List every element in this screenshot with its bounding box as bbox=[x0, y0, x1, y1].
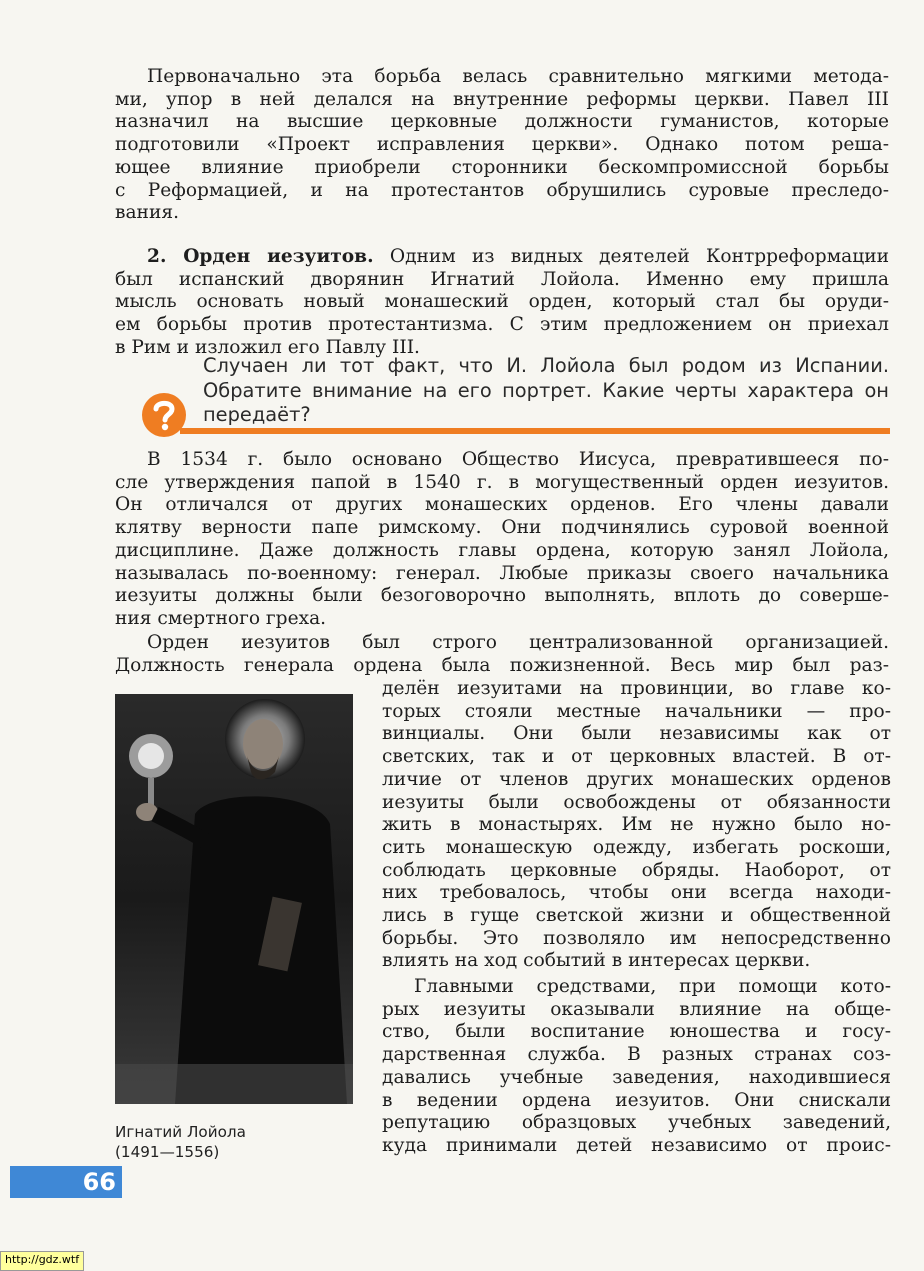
text-line: них требовалось, чтобы они всегда находи- bbox=[382, 882, 891, 904]
source-watermark: http://gdz.wtf bbox=[0, 1251, 84, 1271]
text-line bbox=[115, 246, 889, 269]
page-number: 66 bbox=[82, 1168, 116, 1196]
text-line: рых иезуиты оказывали влияние на обще- bbox=[382, 998, 891, 1020]
paragraph-provinces bbox=[382, 678, 891, 973]
paragraph-reformation-struggle bbox=[115, 66, 889, 225]
text-fragment: Одним из видных деятелей Контрреформации bbox=[373, 246, 889, 267]
paragraph-society-of-jesus bbox=[115, 449, 889, 631]
text-line: с Реформацией, и на протестантов обрушились суровые преследо- bbox=[115, 179, 889, 201]
caption-years: (1491—1556) bbox=[115, 1143, 220, 1161]
paragraph-centralized-organization bbox=[115, 632, 889, 677]
text-line: был испанский дворянин Игнатий Лойола. Именно ему пришла bbox=[115, 268, 889, 290]
question-underline bbox=[180, 428, 890, 434]
text-line: дисциплине. Даже должность главы ордена, которую занял Лойола, bbox=[115, 539, 889, 561]
section-heading: 2. Орден иезуитов. bbox=[147, 246, 374, 267]
text-line: называлась по-военному: генерал. Любые приказы своего начальника bbox=[115, 562, 889, 584]
text-line: личие от членов других монашеских орденов bbox=[382, 768, 891, 790]
text-line: ем борьбы против протестантизма. С этим предложением он приехал bbox=[115, 314, 889, 336]
text-line: куда принимали детей независимо от проис- bbox=[382, 1134, 891, 1156]
text-line: Орден иезуитов был строго централизованной организацией. bbox=[147, 632, 889, 653]
text-line: сле утверждения папой в 1540 г. в могущественный орден иезуитов. bbox=[115, 471, 889, 493]
text-line: соблюдать церковные обряды. Наоборот, от bbox=[382, 859, 891, 881]
text-line: Обратите внимание на его портрет. Какие черты характера он bbox=[203, 378, 889, 402]
text-line: вания. bbox=[115, 202, 179, 224]
text-line: передаёт? bbox=[203, 403, 311, 426]
text-line: дарственная служба. В разных странах соз- bbox=[382, 1044, 891, 1066]
text-line: Должность генерала ордена была пожизненной. Весь мир был раз- bbox=[115, 654, 889, 676]
portrait-ignatius-loyola bbox=[115, 694, 353, 1104]
text-line: В 1534 г. было основано Общество Иисуса, превратившееся по- bbox=[147, 449, 889, 470]
text-line: репутацию образцовых учебных заведений, bbox=[382, 1112, 891, 1134]
caption-name: Игнатий Лойола bbox=[115, 1123, 246, 1141]
text-line: давались учебные заведения, находившиеся bbox=[382, 1066, 891, 1088]
section-jesuit-order bbox=[115, 246, 889, 360]
text-line: влиять на ход событий в интересах церкви. bbox=[382, 950, 811, 972]
text-line: в ведении ордена иезуитов. Они снискали bbox=[382, 1089, 891, 1111]
text-line: лись в гуще светской жизни и общественной bbox=[382, 905, 891, 927]
text-line: ющее влияние приобрели сторонники бескомпромиссной борьбы bbox=[115, 156, 889, 178]
text-line: светских, так и от церковных властей. В от- bbox=[382, 746, 891, 768]
question-circle-icon bbox=[141, 392, 187, 438]
text-line: в Рим и изложил его Павлу III. bbox=[115, 336, 420, 358]
text-line: Главными средствами, при помощи кото- bbox=[414, 976, 891, 997]
text-line: делён иезуитами на провинции, во главе ко- bbox=[382, 678, 891, 699]
text-line: торых стояли местные начальники — про- bbox=[382, 700, 891, 722]
text-line: иезуиты были освобождены от обязанности bbox=[382, 791, 891, 813]
text-line: винциалы. Они были независимы как от bbox=[382, 723, 891, 745]
text-line: иезуиты должны были безоговорочно выполнять, вплоть до соверше- bbox=[115, 585, 889, 607]
paragraph-education-means bbox=[382, 976, 891, 1158]
text-line: подготовили «Проект исправления церкви». Однако потом реша- bbox=[115, 134, 889, 156]
text-line: борьбы. Это позволяло им непосредственно bbox=[382, 927, 891, 949]
text-line: клятву верности папе римскому. Они подчинялись суровой военной bbox=[115, 517, 889, 539]
question-text bbox=[203, 354, 889, 428]
text-line: ми, упор в ней делался на внутренние реформы церкви. Павел III bbox=[115, 88, 889, 110]
text-line: Случаен ли тот факт, что И. Лойола был родом из Испании. bbox=[203, 354, 889, 377]
text-line: Первоначально эта борьба велась сравнительно мягкими метода- bbox=[147, 66, 889, 87]
portrait-caption bbox=[115, 1122, 355, 1162]
text-line: назначил на высшие церковные должности гуманистов, которые bbox=[115, 111, 889, 133]
text-line: ство, были воспитание юношества и госу- bbox=[382, 1021, 891, 1043]
text-line: мысль основать новый монашеский орден, который стал бы оруди- bbox=[115, 291, 889, 313]
text-line: жить в монастырях. Им не нужно было но- bbox=[382, 814, 891, 836]
text-line: Он отличался от других монашеских орденов. Его члены давали bbox=[115, 494, 889, 516]
text-line: ния смертного греха. bbox=[115, 607, 327, 629]
text-line: сить монашескую одежду, избегать роскоши, bbox=[382, 836, 891, 858]
